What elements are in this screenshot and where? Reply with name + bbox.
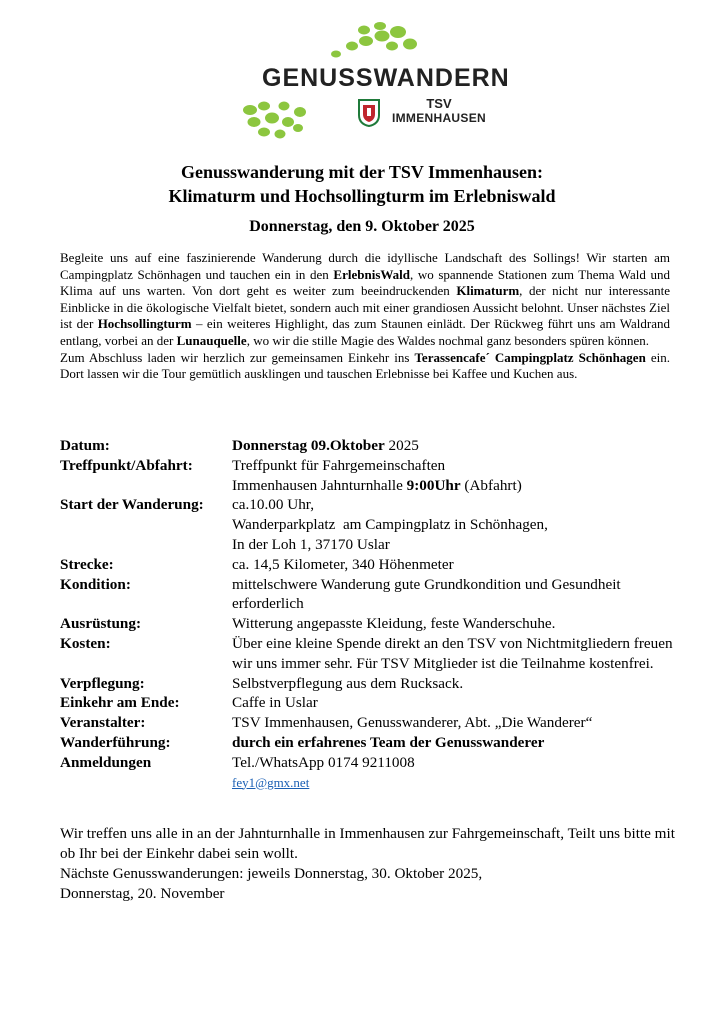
- detail-row-kosten: [60, 634, 677, 674]
- intro-text-segment: Begleite uns auf eine faszinierende Wanderung durch die idyllische Landschaft des Sollings! Wir starten am Campingplatz Schönhagen und tauchen ein in den: [60, 250, 670, 282]
- club-name: [392, 96, 486, 126]
- event-details-table: [60, 436, 677, 792]
- detail-label: Kosten:: [60, 634, 111, 652]
- detail-row-treffpunkt: [60, 456, 677, 496]
- detail-label: Strecke:: [60, 555, 114, 573]
- detail-value: mittelschwere Wanderung gute Grundkondition und Gesundheit erforderlich: [232, 575, 621, 613]
- next-hikes-date: Donnerstag, 20. November: [60, 885, 225, 902]
- departure-time: 9:00Uhr: [406, 476, 461, 494]
- detail-row-verpflegung: [60, 674, 677, 694]
- detail-value: [232, 733, 677, 753]
- detail-value: Über eine kleine Spende direkt an den TSV von Nichtmitgliedern freuen wir uns immer sehr. Für TSV Mitglieder ist die Teilnahme kostenfrei.: [232, 634, 673, 672]
- detail-row-strecke: [60, 555, 677, 575]
- detail-value: ca. 14,5 Kilometer, 340 Höhenmeter: [232, 555, 454, 573]
- detail-row-datum: [60, 436, 677, 456]
- contact-phone: Tel./WhatsApp 0174 9211008: [232, 753, 415, 771]
- detail-label: Anmeldungen: [60, 753, 152, 771]
- meeting-point-line: Treffpunkt für Fahrgemeinschaften: [232, 456, 446, 474]
- detail-row-ausruestung: [60, 614, 677, 634]
- start-location: Wanderparkplatz am Campingplatz in Schönhagen,: [232, 516, 548, 534]
- club-line-2: IMMENHAUSEN: [392, 111, 486, 125]
- detail-row-kondition: [60, 575, 677, 615]
- detail-value: [232, 456, 677, 496]
- intro-paragraph-1: [60, 250, 670, 350]
- detail-value: [232, 753, 677, 793]
- page-title-line-1: Genusswanderung mit der TSV Immenhausen:: [180, 162, 544, 182]
- genusswandern-logo: [240, 22, 510, 140]
- detail-row-wanderfuehrung: [60, 733, 677, 753]
- detail-value: TSV Immenhausen, Genusswanderer, Abt. „Die Wanderer“: [232, 714, 593, 732]
- meeting-place: Immenhausen Jahnturnhalle: [232, 476, 407, 494]
- detail-row-start: [60, 495, 677, 554]
- detail-label: Datum:: [60, 437, 110, 454]
- intro-text-segment: , wo wir die stille Magie des Waldes nochmal ganz besonders spüren können.: [246, 332, 650, 348]
- start-time: ca.10.00 Uhr,: [232, 496, 315, 514]
- departure-note: (Abfahrt): [460, 476, 522, 494]
- date-bold: Donnerstag 09.Oktober: [232, 437, 385, 454]
- intro-text-segment: Zum Abschluss laden wir herzlich zur gemeinsamen Einkehr ins: [60, 349, 415, 365]
- club-line-1: TSV: [426, 96, 452, 111]
- guide-team: durch ein erfahrenes Team der Genusswanderer: [232, 733, 545, 751]
- detail-value: Witterung angepasste Kleidung, feste Wanderschuhe.: [232, 615, 556, 633]
- page-title-line-2: Klimaturm und Hochsollingturm im Erlebniswald: [168, 186, 556, 206]
- detail-value: [232, 436, 677, 456]
- highlight-terassencafe: Terassencafe´ Campingplatz Schönhagen: [414, 349, 646, 365]
- detail-label: Treffpunkt/Abfahrt:: [60, 456, 193, 474]
- highlight-erlebniswald: ErlebnisWald: [333, 266, 410, 282]
- detail-label: Wanderführung:: [60, 733, 171, 751]
- club-crest-icon: [358, 99, 380, 127]
- highlight-hochsollingturm: Hochsollingturm: [97, 316, 192, 332]
- detail-label: Start der Wanderung:: [60, 496, 204, 514]
- contact-email-link[interactable]: fey1@gmx.net: [232, 774, 310, 790]
- detail-label: Einkehr am Ende:: [60, 694, 180, 712]
- detail-row-veranstalter: [60, 713, 677, 733]
- highlight-klimaturm: Klimaturm: [456, 283, 520, 299]
- date-year: 2025: [384, 437, 419, 454]
- intro-paragraph-2: [60, 350, 670, 383]
- intro-text-segment: ein. Dort lassen wir die Tour gemütlich ausklingen und tauschen Erlebnisse bei Kaffee und Kuchen aus.: [60, 349, 670, 382]
- next-hikes-line: Nächste Genusswanderungen: jeweils Donnerstag, 30. Oktober 2025,: [60, 865, 483, 882]
- closing-paragraph: Wir treffen uns alle in an der Jahnturnhalle in Immenhausen zur Fahrgemeinschaft, Teilt uns bitte mit ob Ihr bei der Einkehr dabei sein wollt.: [60, 825, 675, 862]
- detail-row-einkehr: [60, 693, 677, 713]
- meeting-point-line: [232, 476, 677, 496]
- detail-label: Ausrüstung:: [60, 615, 142, 633]
- event-date: Donnerstag, den 9. Oktober 2025: [249, 218, 475, 235]
- intro-text-segment: , der nicht nur interessante Einblicke in die ökologische Vielfalt bietet, sondern auch mit einer grandiosen Aussicht belohnt. Unser nächstes Ziel ist der: [60, 283, 670, 332]
- detail-label: Verpflegung:: [60, 674, 145, 692]
- highlight-lunauquelle: Lunauquelle: [176, 332, 247, 348]
- intro-text-segment: – ein weiteres Highlight, das zum Staunen einlädt. Der Rückweg führt uns am Waldrand entlang, vorbei an der: [60, 316, 670, 348]
- detail-label: Veranstalter:: [60, 714, 146, 732]
- intro-text-segment: , wo spannende Stationen zum Thema Wald und Klima auf uns warten. Von dort geht es weiter zum beeindruckenden: [60, 266, 670, 299]
- start-address: In der Loh 1, 37170 Uslar: [232, 535, 390, 553]
- closing-text: [60, 824, 680, 904]
- detail-value: Caffe in Uslar: [232, 694, 318, 712]
- detail-value: Selbstverpflegung aus dem Rucksack.: [232, 674, 464, 692]
- detail-value: [232, 495, 677, 554]
- intro-text: [60, 250, 670, 383]
- brand-name: GENUSSWANDERN: [262, 64, 510, 92]
- detail-label: Kondition:: [60, 575, 131, 593]
- detail-row-anmeldungen: [60, 753, 677, 793]
